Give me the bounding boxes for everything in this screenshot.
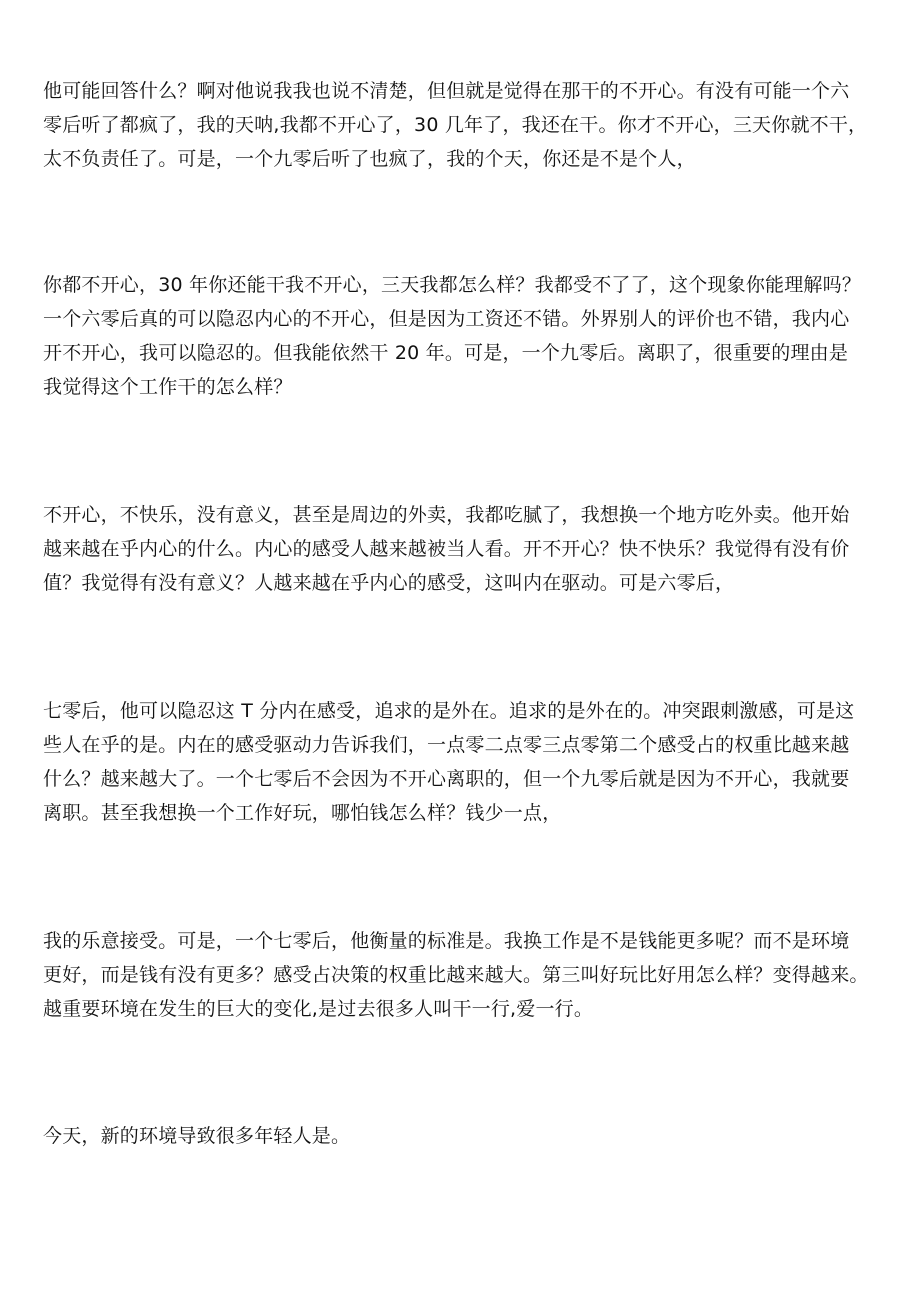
text-line: 我的乐意接受。可是，一个七零后，他衡量的标准是。我换工作是不是钱能更多呢？而不是环境 [43,930,850,952]
text-line: 值？我觉得有没有意义？人越来越在乎内心的感受，这叫内在驱动。可是六零后， [43,572,735,594]
text-line: 零后听了都疯了，我的天呐,我都不开心了，30 几年了，我还在干。你才不开心，三天你就不干， [43,114,868,136]
paragraph-5 [43,924,883,1026]
text-line: 七零后，他可以隐忍这 T 分内在感受，追求的是外在。追求的是外在的。冲突跟刺激感，可是这 [43,700,855,722]
text-line: 不开心，不快乐，没有意义，甚至是周边的外卖，我都吃腻了，我想换一个地方吃外卖。他开始 [43,504,850,526]
text-line: 更好，而是钱有没有更多？感受占决策的权重比越来越大。第三叫好玩比好用怎么样？变得越来。 [43,964,869,986]
paragraph-3 [43,498,883,600]
text-line: 你都不开心，30 年你还能干我不开心，三天我都怎么样？我都受不了了，这个现象你能理解吗？ [43,274,862,296]
text-line: 开不开心，我可以隐忍的。但我能依然干 20 年。可是，一个九零后。离职了，很重要的理由是 [43,342,849,364]
paragraph-4 [43,694,883,830]
text-line: 他可能回答什么？啊对他说我我也说不清楚，但但就是觉得在那干的不开心。有没有可能一个六 [43,80,850,102]
paragraph-6 [43,1119,883,1153]
text-line: 今天，新的环境导致很多年轻人是。 [43,1125,351,1147]
text-line: 越重要环境在发生的巨大的变化,是过去很多人叫干一行,爱一行。 [43,998,594,1020]
text-line: 些人在乎的是。内在的感受驱动力告诉我们，一点零二点零三点零第二个感受占的权重比越来越 [43,734,850,756]
paragraph-1 [43,74,883,176]
text-line: 什么？越来越大了。一个七零后不会因为不开心离职的，但一个九零后就是因为不开心，我就要 [43,768,850,790]
text-line: 离职。甚至我想换一个工作好玩，哪怕钱怎么样？钱少一点， [43,802,562,824]
paragraph-2 [43,268,883,404]
text-line: 我觉得这个工作干的怎么样？ [43,376,293,398]
text-line: 越来越在乎内心的什么。内心的感受人越来越被当人看。开不开心？快不快乐？我觉得有没有价 [43,538,850,560]
text-line: 太不负责任了。可是，一个九零后听了也疯了，我的个天，你还是不是个人， [43,148,696,170]
text-line: 一个六零后真的可以隐忍内心的不开心，但是因为工资还不错。外界别人的评价也不错，我内心 [43,308,850,330]
